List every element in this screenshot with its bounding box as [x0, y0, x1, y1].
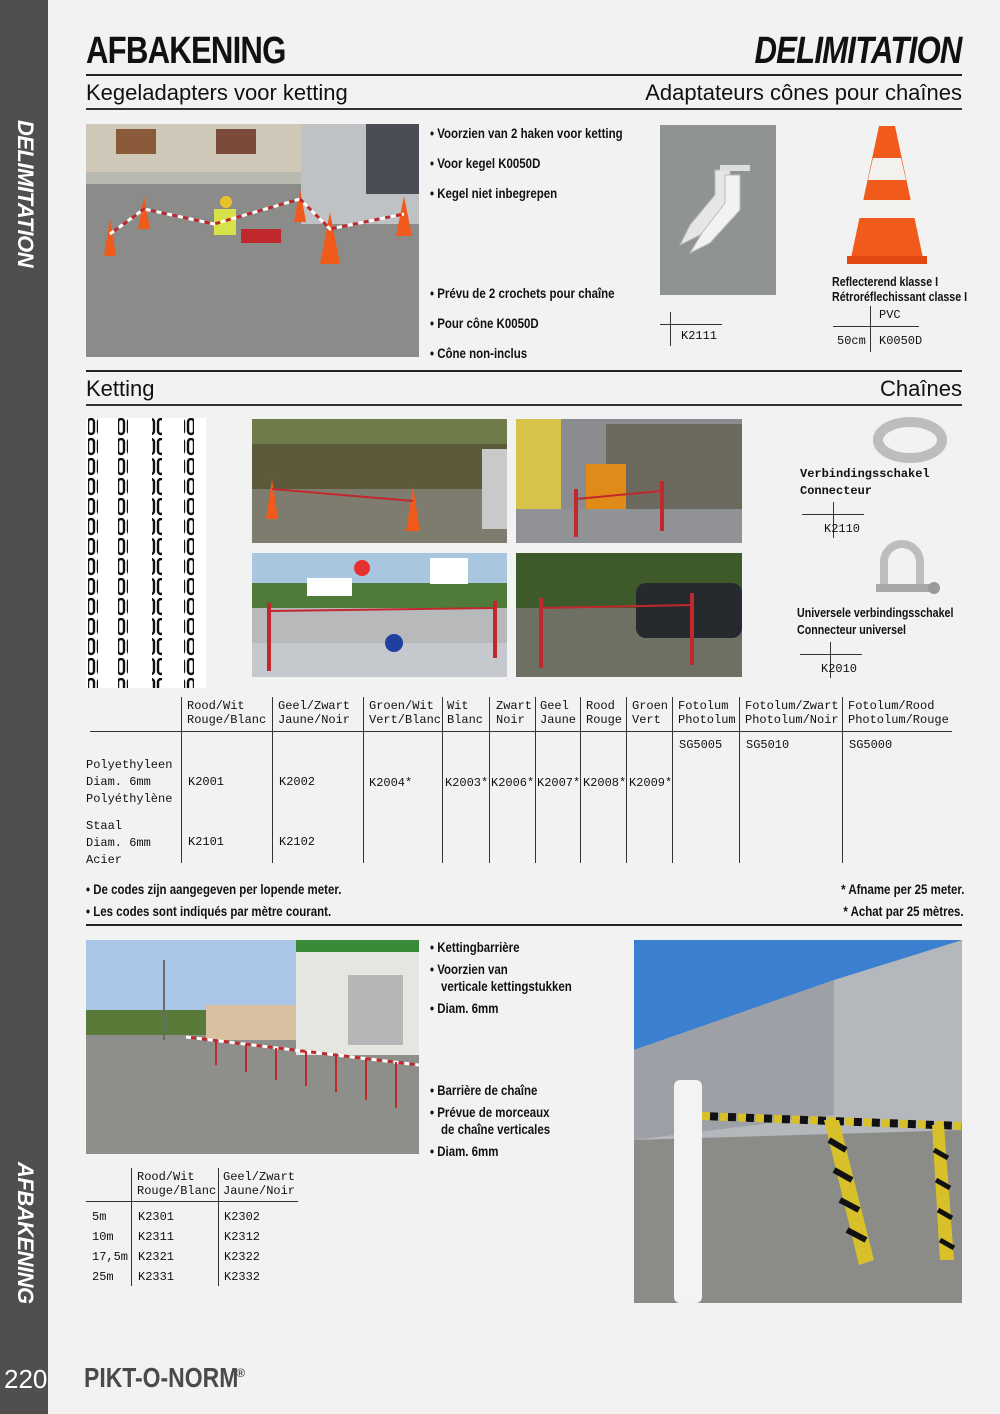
section3-bullets-nl: • Kettingbarrière • Voorzien van verticale kettingstukken • Diam. 6mm	[430, 939, 572, 1016]
notes-right: * Afname per 25 meter. * Achat par 25 mètres.	[840, 881, 964, 919]
chain-table-col-divider	[535, 697, 536, 863]
chain-barrier-photo	[86, 940, 419, 1154]
adapter-code-divider	[670, 312, 671, 346]
row-polyethylene-label: Polyethyleen Diam. 6mm Polyéthylène	[86, 758, 173, 806]
yellow-chain-photo	[634, 940, 962, 1303]
adapter-code-rule	[660, 324, 722, 325]
barrier-table-col-divider	[218, 1168, 219, 1286]
barrier-table-col-divider	[131, 1168, 132, 1286]
sidebar-top-label: DELIMITATION	[13, 120, 38, 268]
steel-red-white-code: K2101	[188, 835, 225, 849]
universal-connector-label: Universele verbindingsschakel Connecteur universel	[797, 605, 954, 637]
barrier-length: 10m	[92, 1230, 114, 1244]
warehouse-photo	[516, 419, 742, 543]
construction-photo	[252, 553, 507, 677]
chain-header-fotolum-black: Fotolum/Zwart Photolum/Noir	[745, 699, 839, 727]
chain-table-col-divider	[442, 697, 443, 863]
header-title-nl: AFBAKENING	[86, 30, 286, 72]
steel-yellow-black-code: K2102	[279, 835, 316, 849]
barrier-red-white-code: K2311	[138, 1230, 175, 1244]
universal-code-rule	[800, 654, 862, 655]
barrier-red-white-code: K2321	[138, 1250, 175, 1264]
barrier-red-white-code: K2331	[138, 1270, 175, 1284]
barrier-yellow-black-code: K2322	[224, 1250, 261, 1264]
connector-icon	[872, 414, 950, 466]
chain-header-red: Rood Rouge	[586, 699, 623, 727]
chain-table-col-divider	[272, 697, 273, 863]
barrier-length: 25m	[92, 1270, 114, 1284]
chain-table-col-divider	[739, 697, 740, 863]
connector-label: Verbindingsschakel Connecteur	[800, 467, 930, 498]
chain-header-yellow: Geel Jaune	[540, 699, 577, 727]
poly-red-code: K2008*	[583, 776, 627, 790]
cone-caption: Reflecterend klasse I Rétroréflechissant classe I	[832, 274, 968, 304]
chain-header-yellow-black: Geel/Zwart Jaune/Noir	[278, 699, 351, 727]
poly-yellow-code: K2007*	[537, 776, 581, 790]
chain-header-white: Wit Blanc	[447, 699, 484, 727]
cone-photo	[843, 118, 931, 268]
poly-green-white-code: K2004*	[369, 776, 413, 790]
chain-header-green-white: Groen/Wit Vert/Blanc	[369, 699, 442, 727]
chain-header-fotolum: Fotolum Photolum	[678, 699, 736, 727]
poly-yellow-black-code: K2002	[279, 775, 316, 789]
poly-white-code: K2003*	[445, 776, 489, 790]
section2-top-rule	[86, 370, 962, 372]
fotolum-red-code: SG5000	[849, 738, 893, 752]
barrier-yellow-black-code: K2312	[224, 1230, 261, 1244]
barrier-yellow-black-code: K2332	[224, 1270, 261, 1284]
chain-table-col-divider	[363, 697, 364, 863]
section3-rule	[86, 924, 962, 926]
poly-green-code: K2009*	[629, 776, 673, 790]
barrier-length: 5m	[92, 1210, 107, 1224]
chain-samples-photo	[86, 418, 206, 688]
parking-photo	[516, 553, 742, 677]
poly-black-code: K2006*	[491, 776, 535, 790]
section1-rule	[86, 108, 962, 110]
section2-title-fr: Chaînes	[880, 376, 962, 401]
chain-table-header-rule	[90, 731, 952, 732]
barrier-yellow-black-code: K2302	[224, 1210, 261, 1224]
cone-size: 50cm	[837, 334, 866, 348]
header-title-fr: DELIMITATION	[754, 30, 962, 72]
page-number: 220	[4, 1364, 48, 1394]
chain-table-col-divider	[489, 697, 490, 863]
cone-table-rule	[833, 326, 919, 327]
section1-bullets-nl: • Voorzien van 2 haken voor ketting • Voor kegel K0050D • Kegel niet inbegrepen	[430, 125, 623, 201]
connector-code-rule	[802, 514, 864, 515]
cone-chain-photo	[86, 124, 419, 357]
fotolum-black-code: SG5010	[746, 738, 790, 752]
connector-code: K2110	[824, 522, 861, 536]
chain-table-col-divider	[842, 697, 843, 863]
chain-table-col-divider	[181, 697, 182, 863]
cone-material: PVC	[879, 308, 901, 322]
universal-connector-code: K2010	[821, 662, 858, 676]
cone-table-divider	[870, 306, 871, 352]
chain-header-red-white: Rood/Wit Rouge/Blanc	[187, 699, 267, 727]
poly-red-white-code: K2001	[188, 775, 225, 789]
brand-logo: PIKT-O-NORM®	[84, 1362, 246, 1393]
section2-title-nl: Ketting	[86, 376, 155, 401]
notes-left: • De codes zijn aangegeven per lopende meter. • Les codes sont indiqués par mètre courant.	[86, 881, 342, 919]
chain-header-black: Zwart Noir	[496, 699, 533, 727]
chain-header-green: Groen Vert	[632, 699, 669, 727]
cone-adapter-photo	[660, 125, 776, 295]
barrier-header-yellow-black: Geel/Zwart Jaune/Noir	[223, 1170, 296, 1198]
section2-rule	[86, 404, 962, 406]
barrier-table-header-rule	[86, 1201, 298, 1202]
section1-bullets-fr: • Prévu de 2 crochets pour chaîne • Pour cône K0050D • Cône non-inclus	[430, 285, 615, 361]
barrier-length: 17,5m	[92, 1250, 129, 1264]
row-steel-label: Staal Diam. 6mm Acier	[86, 819, 151, 867]
barrier-red-white-code: K2301	[138, 1210, 175, 1224]
chain-field-photo	[252, 419, 507, 543]
section3-bullets-fr: • Barrière de chaîne • Prévue de morceaux de chaîne verticales • Diam. 6mm	[430, 1082, 551, 1159]
barrier-header-red-white: Rood/Wit Rouge/Blanc	[137, 1170, 217, 1198]
cone-code: K0050D	[879, 334, 923, 348]
section1-title-fr: Adaptateurs cônes pour chaînes	[645, 80, 962, 105]
chain-header-fotolum-red: Fotolum/Rood Photolum/Rouge	[848, 699, 949, 727]
adapter-code: K2111	[681, 329, 718, 343]
fotolum-code: SG5005	[679, 738, 723, 752]
sidebar-bottom-label: AFBAKENING	[13, 1162, 38, 1304]
section1-title-nl: Kegeladapters voor ketting	[86, 80, 348, 105]
universal-connector-icon	[872, 540, 942, 598]
header-rule	[86, 74, 962, 76]
